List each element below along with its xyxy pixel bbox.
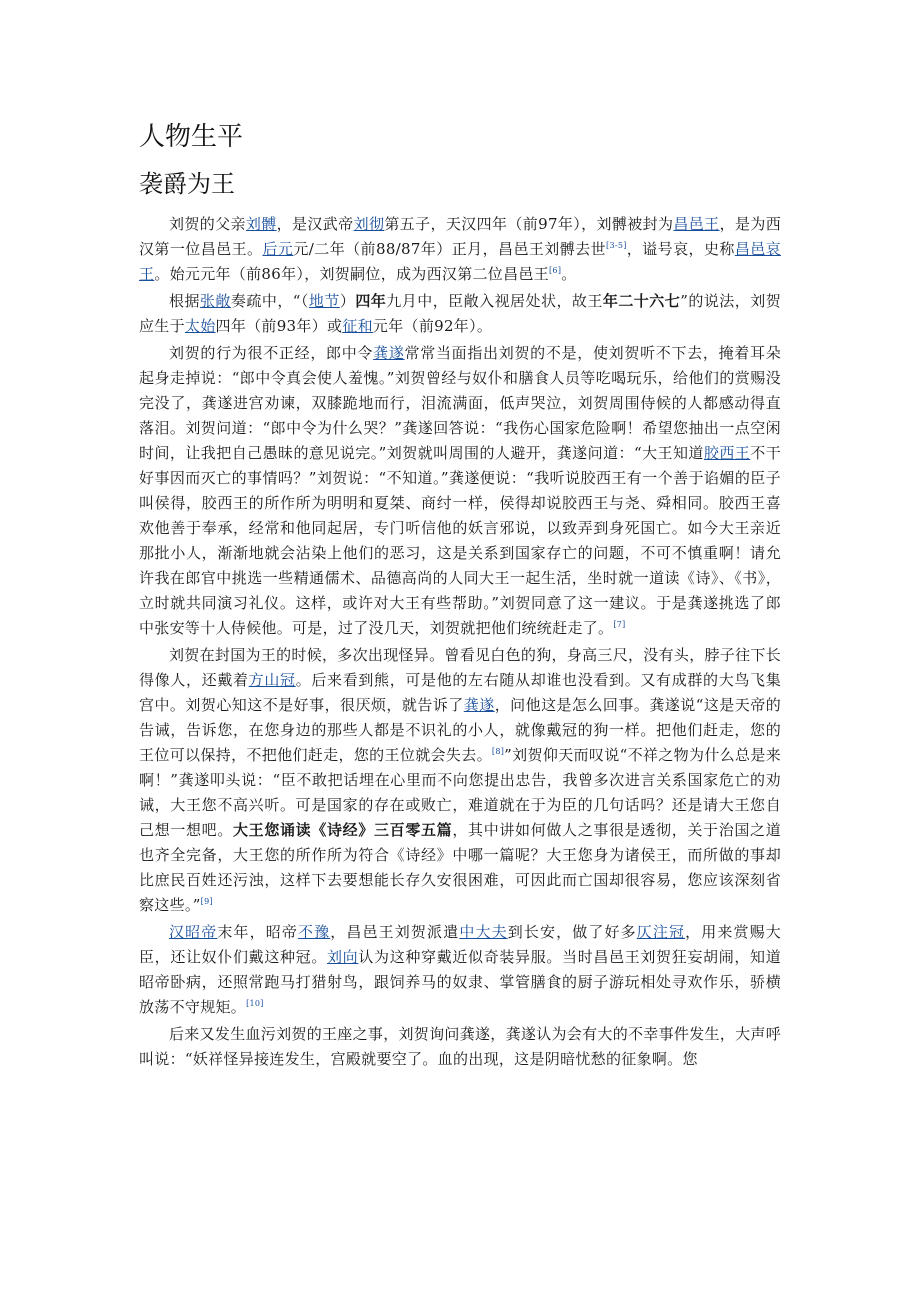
text-run: 根据 bbox=[169, 292, 200, 310]
text-run: 奏疏中，“（ bbox=[230, 292, 309, 310]
wiki-link[interactable]: 刘彻 bbox=[353, 215, 385, 233]
paragraph bbox=[139, 289, 781, 339]
article-body bbox=[139, 212, 781, 1072]
wiki-link[interactable]: 汉昭帝 bbox=[169, 923, 218, 941]
text-run: 认为这种穿戴近似奇装异服。当时昌邑王刘贺狂妄胡闹，知道昭帝卧病，还照常跑马打猎射鸟，跟饲养马的奴隶、掌管膳食的厨子游玩相处寻欢作乐，骄横放荡不守规矩。 bbox=[139, 948, 781, 1016]
text-run: ，用来赏赐大臣，还让奴仆们戴这种冠。 bbox=[139, 923, 782, 966]
wiki-link[interactable]: 昌邑哀王 bbox=[139, 240, 782, 283]
bold-text: 大王您诵读《诗经》三百零五篇 bbox=[233, 821, 453, 839]
paragraph bbox=[139, 1022, 781, 1072]
wiki-link[interactable]: 龚遂 bbox=[373, 344, 405, 362]
citation-ref[interactable]: [6] bbox=[549, 266, 562, 275]
text-run: 九月中，臣敞入视居处状，故王 bbox=[386, 292, 603, 310]
paragraph bbox=[139, 920, 781, 1020]
section-title: 人物生平 bbox=[139, 122, 244, 152]
wiki-link[interactable]: 仄注冠 bbox=[636, 923, 686, 941]
text-run: 后来又发生血污刘贺的王座之事，刘贺询问龚遂，龚遂认为会有大的不幸事件发生，大声呼叫说：“妖祥怪异接连发生，宫殿就要空了。血的出现，这是阴暗忧愁的征象啊。您 bbox=[139, 1025, 782, 1068]
bold-text: 四年 bbox=[355, 292, 387, 310]
text-run: 元年（前92年）。 bbox=[372, 317, 493, 335]
text-run: ”刘贺仰天而叹说“不祥之物为什么总是来啊！”龚遂叩头说：“臣不敢把话埋在心里而不向您提出忠告，我曾多次进言关系国家危亡的劝诫，大王您不高兴听。可是国家的存在或败亡，难道就在于为臣的几句话吗？还是请大王您自己想一想吧。 bbox=[139, 746, 781, 839]
text-run: ，谥号哀，史称 bbox=[626, 240, 735, 258]
text-run: 常常当面指出刘贺的不是，使刘贺听不下去，掩着耳朵起身走掉说：“郎中令真会使人羞愧。”刘贺曾经与奴仆和膳食人员等吃喝玩乐，给他们的赏赐没完没了，龚遂进宫劝谏，双膝跪地而行，泪流满面，低声哭泣，刘贺周围侍候的人都感动得直落泪。刘贺问道：“郎中令为什么哭？”龚遂回答说：“我伤心国家危险啊！希望您抽出一点空闲时间，让我把自己愚昧的意见说完。”刘贺就叫周围的人避开，龚遂问道：“大王知道 bbox=[139, 344, 781, 462]
article bbox=[139, 118, 781, 1074]
paragraph bbox=[139, 643, 781, 918]
bold-text: 年二十六七 bbox=[602, 292, 681, 310]
wiki-link[interactable]: 刘向 bbox=[327, 948, 359, 966]
wiki-link[interactable]: 张敞 bbox=[199, 292, 231, 310]
text-run: 不干好事因而灭亡的事情吗？”刘贺说：“不知道。”龚遂便说：“我听说胶西王有一个善于谄媚的臣子叫侯得，胶西王的所作所为明明和夏桀、商纣一样，侯得却说胶西王与尧、舜相同。胶西王喜欢他善于奉承，经常和他同起居，专门听信他的妖言邪说，以致弄到身死国亡。如今大王亲近那批小人，渐渐地就会沾染上他们的恶习，这是关系到国家存亡的问题，不可不慎重啊！请允许我在郎官中挑选一些精通儒术、品德高尚的人同大王一起生活，坐时就一道读《诗》、《书》，立时就共同演习礼仪。这样，或许对大王有些帮助。”刘贺同意了这一建议。于是龚遂挑选了郎中张安等十人侍候他。可是，过了没几天，刘贺就把他们统统赶走了。 bbox=[139, 444, 781, 637]
wiki-link[interactable]: 征和 bbox=[342, 317, 373, 335]
text-run: 刘贺在封国为王的时候，多次出现怪异。曾看见白色的狗，身高三尺，没有头，脖子往下长得像人，还戴着 bbox=[139, 646, 782, 689]
paragraph bbox=[139, 212, 781, 287]
citation-ref[interactable]: [9] bbox=[200, 897, 213, 906]
text-run: ，是为西汉第一位昌邑王。 bbox=[139, 215, 781, 258]
text-run: 。始元元年（前86年），刘贺嗣位，成为西汉第二位昌邑王 bbox=[154, 265, 550, 283]
wiki-link[interactable]: 刘髆 bbox=[245, 215, 277, 233]
citation-ref[interactable]: [7] bbox=[613, 620, 626, 629]
wiki-link[interactable]: 龚遂 bbox=[463, 696, 495, 714]
citation-ref[interactable]: [10] bbox=[246, 999, 264, 1008]
wiki-link[interactable]: 方山冠 bbox=[248, 671, 296, 689]
subsection-title: 袭爵为王 bbox=[139, 170, 235, 198]
wiki-link[interactable]: 不豫 bbox=[298, 923, 331, 941]
text-run: ，是汉武帝 bbox=[276, 215, 354, 233]
citation-ref[interactable]: [8] bbox=[491, 747, 505, 756]
wiki-link[interactable]: 中大夫 bbox=[459, 923, 508, 941]
text-run: 第五子，天汉四年（前97年），刘髆被封为 bbox=[384, 215, 674, 233]
text-run: 四年（前93年）或 bbox=[215, 317, 343, 335]
wiki-link[interactable]: 太始 bbox=[184, 317, 216, 335]
text-run: 到长安，做了好多 bbox=[507, 923, 637, 941]
text-run: 刘贺的父亲 bbox=[169, 215, 246, 233]
text-run: ，问他这是怎么回事。龚遂说“这是天帝的告诫，告诉您，在您身边的那些人都是不识礼的小人，就像戴冠的狗一样。把他们赶走，您的王位可以保持，不把他们赶走，您的王位就会失去。 bbox=[139, 696, 782, 764]
text-run: 。 bbox=[561, 265, 577, 283]
text-run: ，其中讲如何做人之事很是透彻，关于治国之道也齐全完备，大王您的所作所为符合《诗经》中哪一篇呢？大王您身为诸侯王，而所做的事却比庶民百姓还污浊，这样下去要想能长存久安很困难，可因此而亡国却很容易，您应该深刻省察这些。” bbox=[139, 821, 781, 914]
citation-ref[interactable]: [3-5] bbox=[606, 241, 627, 250]
wiki-link[interactable]: 地节 bbox=[308, 292, 340, 310]
text-run: ） bbox=[339, 292, 356, 310]
text-run: 。后来看到熊，可是他的左右随从却谁也没看到。又有成群的大鸟飞集宫中。刘贺心知这不是好事，很厌烦，就告诉了 bbox=[139, 671, 781, 714]
wiki-link[interactable]: 胶西王 bbox=[703, 444, 751, 462]
wiki-link[interactable]: 昌邑王 bbox=[673, 215, 720, 233]
wiki-link[interactable]: 后元 bbox=[262, 240, 294, 258]
text-run: 刘贺的行为很不正经，郎中令 bbox=[169, 344, 374, 362]
text-run: 元/二年（前88/87年）正月，昌邑王刘髆去世 bbox=[293, 240, 607, 258]
text-run: 末年，昭帝 bbox=[217, 923, 299, 941]
text-run: ，昌邑王刘贺派遣 bbox=[330, 923, 460, 941]
text-run: ”的说法，刘贺应生于 bbox=[139, 292, 782, 335]
paragraph bbox=[139, 341, 781, 641]
